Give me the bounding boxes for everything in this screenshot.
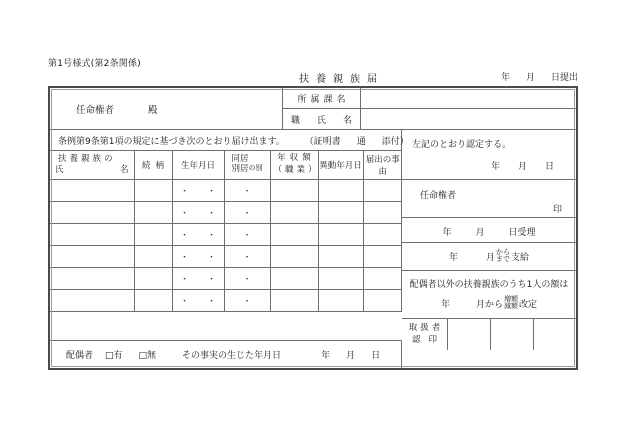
birthdate-dot-1: ・ (179, 296, 189, 307)
handler-label-line1: 取扱者 (408, 323, 444, 334)
approval-month-label: 月 (517, 162, 527, 172)
department-row (283, 88, 576, 109)
form-frame (48, 86, 578, 370)
handler-seal-cell[interactable] (534, 319, 576, 350)
submission-date (501, 70, 578, 83)
cell-income[interactable] (270, 179, 318, 201)
table-header-row (50, 151, 402, 179)
spouse-fact-date (321, 348, 380, 361)
receipt-month-label: 月 (475, 228, 485, 238)
cell-name[interactable] (50, 267, 134, 289)
col-header-reason: 届出の事由 (363, 151, 402, 179)
cell-residence[interactable] (224, 179, 270, 201)
cell-reason[interactable] (363, 179, 402, 201)
receipt-year-label: 年 (442, 228, 452, 238)
department-input[interactable] (361, 88, 576, 108)
cell-residence[interactable] (224, 245, 270, 267)
cell-reason[interactable] (363, 289, 402, 311)
cell-birthdate[interactable] (172, 201, 224, 223)
cell-income[interactable] (270, 267, 318, 289)
cell-relationship[interactable] (134, 289, 172, 311)
department-block (282, 88, 576, 129)
approval-statement-row (402, 130, 576, 180)
col-header-birthdate: 生年月日 (172, 151, 224, 179)
statement-row (50, 130, 409, 151)
col-header-name-line2-right: 名 (119, 164, 129, 175)
residence-dot: ・ (242, 274, 252, 285)
cell-name[interactable] (50, 245, 134, 267)
certificate-suffix: 添付） (381, 136, 409, 147)
statement-text: 条例第9条第1項の規定に基づき次のとおり届け出ます。 (58, 136, 285, 147)
cell-change-date[interactable] (318, 267, 363, 289)
appointer-label: 任命権者 (76, 104, 115, 116)
col-header-relationship: 続柄 (134, 151, 172, 179)
col-header-name-line2-left: 氏 (55, 164, 64, 175)
cell-name[interactable] (50, 201, 134, 223)
amount-action-label: 改定 (519, 299, 538, 310)
cell-relationship[interactable] (134, 245, 172, 267)
table-row (50, 201, 402, 223)
birthdate-dot-2: ・ (207, 252, 217, 263)
amount-revision-text: 配偶者以外の扶養親族のうち1人の額は (409, 280, 569, 290)
col-header-name (50, 151, 134, 179)
cell-relationship[interactable] (134, 223, 172, 245)
approval-text: 左記のとおり認定する。 (412, 140, 512, 150)
amount-month-from-label: 月から (475, 299, 503, 310)
cell-reason[interactable] (363, 201, 402, 223)
approval-day-label: 日 (544, 162, 554, 172)
handler-label-line2: 認印 (411, 334, 445, 345)
payment-until-label: まで (496, 255, 510, 264)
birthdate-dot-1: ・ (179, 230, 189, 241)
cell-residence[interactable] (224, 267, 270, 289)
receipt-day-label: 日受理 (508, 228, 536, 238)
amount-year-label: 年 (440, 299, 450, 310)
col-header-income-line2: （職業） (273, 164, 320, 175)
payment-from-label: から (496, 248, 510, 256)
table-row (50, 179, 402, 201)
approval-date (491, 159, 554, 172)
col-header-name-line1: 扶養親族の (58, 154, 116, 165)
submission-month-label: 月 (525, 73, 535, 83)
approval-year-label: 年 (490, 162, 500, 172)
certificate-prefix: （証明書 (304, 136, 341, 147)
cell-name[interactable] (50, 223, 134, 245)
cell-residence[interactable] (224, 223, 270, 245)
payment-period (402, 249, 576, 264)
cell-change-date[interactable] (318, 201, 363, 223)
appointer-honorific: 殿 (148, 104, 158, 116)
spouse-fact-date-label: その事実の生じた年月日 (182, 351, 282, 361)
title-row (48, 70, 578, 84)
col-header-residence-separate: 別居 (231, 163, 249, 174)
approval-appointer-label: 任命権者 (420, 191, 457, 201)
cell-birthdate[interactable] (172, 267, 224, 289)
birthdate-dot-2: ・ (207, 186, 217, 197)
payment-range-stack (496, 249, 510, 264)
col-header-residence (224, 151, 270, 179)
amount-revision-row (402, 271, 576, 319)
spouse-checkbox-yes[interactable]: □有 (105, 351, 123, 361)
cell-relationship[interactable] (134, 201, 172, 223)
cell-income[interactable] (270, 201, 318, 223)
cell-birthdate[interactable] (172, 223, 224, 245)
amount-change-stack (504, 296, 518, 311)
cell-change-date[interactable] (318, 179, 363, 201)
handler-seal-row (402, 319, 576, 350)
handler-seal-cell[interactable] (491, 319, 534, 350)
seal-icon: 印 (552, 205, 562, 215)
form-number: 第1号様式(第2条関係) (48, 59, 141, 69)
payment-action-label: 支給 (511, 252, 530, 263)
handler-seal-cells (448, 319, 576, 350)
payment-period-row (402, 243, 576, 271)
cell-change-date[interactable] (318, 223, 363, 245)
table-row (50, 289, 402, 311)
cell-relationship[interactable] (134, 267, 172, 289)
col-header-change-date: 異動年月日 (318, 151, 363, 179)
spouse-day-label: 日 (371, 351, 381, 361)
document-title: 扶養親族届 (299, 74, 384, 85)
table-row (50, 223, 402, 245)
birthdate-dot-1: ・ (179, 274, 189, 285)
cell-income[interactable] (270, 289, 318, 311)
birthdate-dot-1: ・ (179, 252, 189, 263)
residence-dot: ・ (242, 230, 252, 241)
cell-residence[interactable] (224, 201, 270, 223)
receipt-date (402, 225, 576, 238)
residence-dot: ・ (242, 252, 252, 263)
amount-revision-date (402, 296, 576, 311)
birthdate-dot-2: ・ (207, 208, 217, 219)
handler-seal-label (402, 319, 448, 350)
cell-birthdate[interactable] (172, 179, 224, 201)
position-name-label: 職 氏 名 (283, 109, 361, 130)
submission-year-label: 年 (500, 73, 510, 83)
col-header-residence-suffix: の別 (248, 164, 263, 173)
birthdate-dot-1: ・ (179, 186, 189, 197)
cell-income[interactable] (270, 223, 318, 245)
amount-decrease-label[interactable]: 減額 (504, 302, 518, 311)
header-section (50, 88, 576, 130)
cell-reason[interactable] (363, 223, 402, 245)
spouse-label: 配偶者 (66, 351, 94, 361)
approval-panel (402, 130, 576, 368)
department-label: 所属課名 (283, 88, 361, 108)
dependents-table (50, 151, 402, 312)
submission-day-label: 日提出 (550, 73, 578, 83)
cell-birthdate[interactable] (172, 289, 224, 311)
cell-relationship[interactable] (134, 179, 172, 201)
cell-reason[interactable] (363, 267, 402, 289)
appointer-addressee (50, 88, 282, 129)
spouse-row (50, 340, 402, 368)
cell-birthdate[interactable] (172, 245, 224, 267)
cell-residence[interactable] (224, 289, 270, 311)
certificate-note (305, 134, 409, 147)
approval-appointer-row (402, 180, 576, 218)
cell-name[interactable] (50, 289, 134, 311)
handler-seal-cell[interactable] (448, 319, 491, 350)
birthdate-dot-2: ・ (207, 296, 217, 307)
birthdate-dot-1: ・ (179, 208, 189, 219)
spouse-month-label: 月 (346, 351, 356, 361)
cell-income[interactable] (270, 245, 318, 267)
certificate-counter: 通 (356, 136, 366, 147)
birthdate-dot-2: ・ (207, 230, 217, 241)
spouse-year-label: 年 (321, 351, 331, 361)
col-header-residence-together: 同居 (231, 153, 249, 164)
residence-dot: ・ (242, 296, 252, 307)
payment-year-label: 年 (448, 252, 458, 263)
table-row (50, 267, 402, 289)
cell-change-date[interactable] (318, 245, 363, 267)
receipt-row (402, 218, 576, 243)
dependents-table-wrap (50, 151, 402, 312)
residence-dot: ・ (242, 186, 252, 197)
spouse-checkbox-no[interactable]: □無 (138, 351, 157, 361)
cell-name[interactable] (50, 179, 134, 201)
payment-month-label: 月 (485, 252, 495, 263)
col-header-income-line1: 年収額 (277, 153, 315, 164)
col-header-income (270, 151, 318, 179)
table-row (50, 245, 402, 267)
cell-reason[interactable] (363, 245, 402, 267)
position-name-input[interactable] (361, 109, 576, 130)
position-name-row (283, 109, 576, 130)
cell-change-date[interactable] (318, 289, 363, 311)
amount-increase-label[interactable]: 増額 (504, 295, 518, 303)
residence-dot: ・ (242, 208, 252, 219)
birthdate-dot-2: ・ (207, 274, 217, 285)
